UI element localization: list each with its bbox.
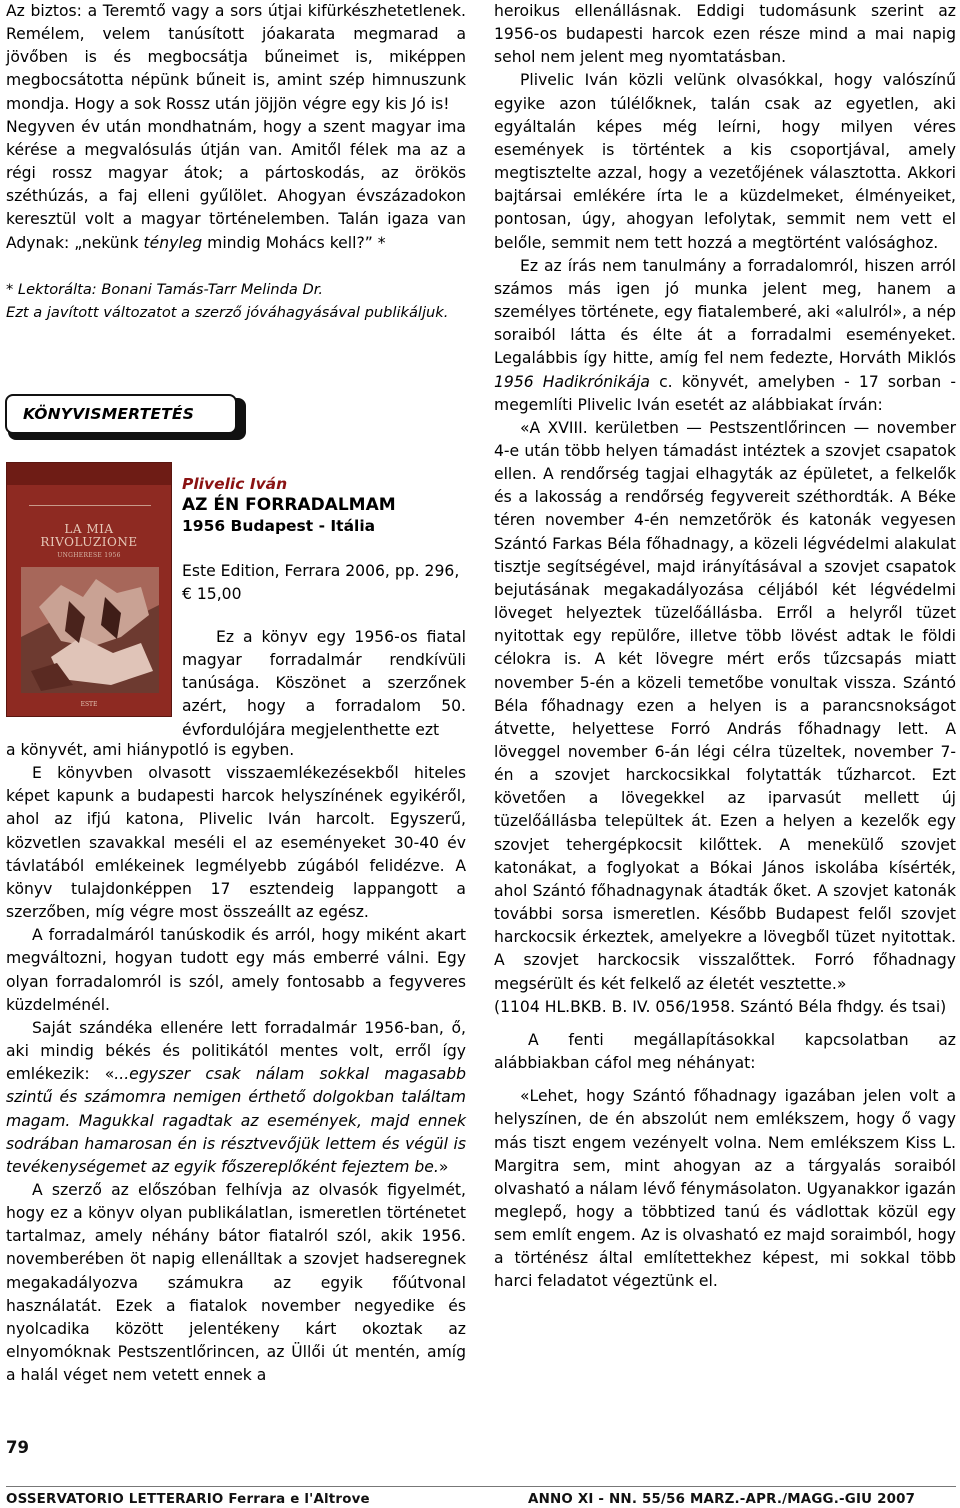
book-header <box>182 474 466 536</box>
book-title: AZ ÉN FORRADALMAM <box>182 495 396 515</box>
footer-journal-name: OSSERVATORIO LETTERARIO Ferrara e l'Altrove <box>6 1492 370 1507</box>
book-cover-image <box>6 462 172 717</box>
footer-issue-info: ANNO XI - NN. 55/56 MARZ.-APR./MAGG.-GIU 2007 <box>528 1492 916 1507</box>
section-badge-label: KÖNYVISMERTETÉS <box>5 394 237 434</box>
right-paragraph-4: «A XVIII. kerületben — Pestszentlőrincen — november 4-e után több helyen támadást intéztek a szovjet csapatok ellen. A rendőrség tagjai elhagyták az épületet, a felkelők és a lakosság a rendőrség fegyvereit széthordták. A Béke téren november 4-én nemzetőrök és katonák vegyesen Szántó Farkas Béla főhadnagy, a közeli légvédelmi alakulat tisztje segítségével, majd irányításával a szovjet csapatok bejutásának megakadályozása céljából két légvédelmi löveget helyeztek tüzelőállásba. Erről a helyről tüzet nyitottak egy repülőre, illetve több lövést adtak le földi célokra is. A két lövegre mért erős tűzcsapás miatt november 5-én a közeli temetőbe vonultak vissza. Szántó Béla főhadnagy ezen a helyen is a parancsnokságot átvette, helyettese Forró András főhadnagy lett. A löveggel november 6-án légi célra tüzeltek, november 7-én a szovjet harckocsikkal folytatták tűzharcot. Ezt követően a lövegekkel az iparvasút mellett új tüzelőállásba települtek át. Ezen a helyen a kezelők egy szovjet tehergépkocsit kilőttek. A menekülő szovjet katonákat, a foglyokat a Bókai János iskolába kísérték, ahol Szántó főhadnagynak átadták őket. A szovjet katonák további sorsa ismeretlen. Később Budapest felől szovjet harckocsik érkeztek, amelyekre a lövegből tüzet nyitottak. A szovjet harckocsik visszalőttek. Forró főhadnagy megsérült és két felkelő az életét vesztette.» <box>494 418 956 993</box>
left-lower-paragraph-3: Saját szándéka ellenére lett forradalmár 1956-ban, ő, aki mindig békés és politikától mentes volt, erről így emlékezik: «...egyszer csak nálam sokkal magasabb szintű és számomra nemigen érthető dolgokban találtam magam. Magukkal ragadtak az események, majd ennek sodrában hamarosan én is résztvevőjük lettem és végül is tevékenységemet az egyik főszereplőként fejeztem be.» <box>6 1018 466 1176</box>
right-paragraph-7: «Lehet, hogy Szántó főhadnagy igazában jelen volt a helyszínen, de én abszolút nem emlékszem, hogy ő vagy más tiszt engem vezényelt volna. Nem emlékszem Kiss L. Margitra sem, mint ahogyan az a tárgyalás soraiból olvasható a nálam lévő fénymásolaton. Ugyanakkor igazán meglepő, hogy a többtized tanú és vádlottak közül egy sem említ engem. Az is olvasható ez majd soraimból, hogy a történész által említettekhez képest, mi sokkal több harci feladatot végeztünk el. <box>494 1087 956 1291</box>
page-number: 79 <box>6 1438 29 1457</box>
right-paragraph-6: A fenti megállapításokkal kapcsolatban az alábbiakban cáfol meg néhányat: <box>494 1030 956 1073</box>
footer-divider <box>6 1486 956 1487</box>
right-paragraph-1: heroikus ellenállásnak. Eddigi tudomásunk szerint az 1956-os budapesti harcok ezen része mind a mai napig sehol nem jelent meg nyomtatásban. <box>494 2 956 67</box>
left-column-lower <box>6 739 466 1387</box>
right-column <box>494 0 956 1294</box>
right-paragraph-5: (1104 HL.BKB. B. IV. 056/1958. Szántó Béla fhdgy. és tsai) <box>494 997 947 1016</box>
editor-note: * Lektorálta: Bonani Tamás-Tarr Melinda Dr. <box>6 280 324 298</box>
left-column-top <box>6 0 466 324</box>
book-cover-title: LA MIA RIVOLUZIONE <box>40 522 138 549</box>
book-publication-info: Este Edition, Ferrara 2006, pp. 296, € 15,00 <box>182 562 460 603</box>
book-cover-publisher: ESTE <box>80 701 98 708</box>
left-lower-paragraph-2: A forradalmáról tanúskodik és arról, hogy miként akart megváltozni, hogyan tudott egy más emberré válni. Egy olyan forradalomról is szól, amely fontosabb a fegyveres küzdelménél. <box>6 926 466 1014</box>
book-subtitle: 1956 Budapest - Itália <box>182 517 376 535</box>
right-paragraph-2: Plivelic Iván közli velünk olvasókkal, hogy valószínű egyike azon túlélőknek, talán csak az egyetlen, aki egyáltalán képes még leírni, hogy milyen véres események is történtek a kis csoportjával, amely megtisztelte azzal, hogy a vezetőjének választotta. Akkori bajtársai emlékére írta le a küzdelmeket, élményeiket, pontosan, úgy, ahogyan lefolytak, semmit nem vett el belőle, semmit nem tett hozzá a megtörtént valósághoz. <box>494 71 956 252</box>
book-cover-illustration <box>21 567 159 693</box>
left-paragraph-1: Az biztos: a Teremtő vagy a sors útjai kifürkészhetetlenek. Remélem, velem tanúsított jóakarata megmarad a jövőben is és megbocsátja bűneimet is, miképpen megbocsátotta népünk bűneit is, amint szép himnuszunk mondja. Hogy a sok Rossz után jöjjön végre egy kis Jó is! <box>6 2 466 113</box>
left-paragraph-2: Negyven év után mondhatnám, hogy a szent magyar ima kérése a megvalósulás útján van. Amitől félek ma az a régi rossz magyar átok; a pártoskodás, az örökös széthúzás, a faj elleni gyűlölet. Ahogyan évszázadokon keresztül volt a magyar történelemben. Talán igaza van Adynak: „nekünk tényleg mindig Mohács kell?” * <box>6 117 466 252</box>
review-intro-end: a könyvét, ami hiánypotló is egyben. <box>6 741 295 759</box>
right-paragraph-3: Ez az írás nem tanulmány a forradalomról, hiszen arról számos más igen jó munka jelent meg, hanem a személyes története, egy fiatalemberé, aki «alulról», a nép soraiból látta és élte át a forradalmi eseményeket. Legalábbis így hitte, amíg fel nem fedezte, Horváth Miklós 1956 Hadikrónikája c. könyvét, amelyben - 17 sorban - megemlíti Plivelic Iván esetét az alábbiakat írván: <box>494 256 956 414</box>
review-intro: Ez a könyv egy 1956-os fiatal magyar forradalmár rendkívüli tanúsága. Köszönet a szerzőnek azért, hogy a forradalom 50. évfordulójára megjelenthette ezt <box>182 628 466 739</box>
left-lower-paragraph-4: A szerző az előszóban felhívja az olvasók figyelmét, hogy ez a könyv olyan publikálatlan, ismeretlen történetet tartalmaz, amely néhány bátor fiatalról szól, akik 1956. novemberében öt napig ellenálltak a szovjet hadseregnek megakadályozva számukra az egyik főútvonal használatát. Ezek a fiatalok november negyedike és nyolcadika között jelentékeny kárt okoztak az elnyomóknak Pestszentlőrincen, az Üllői út mentén, amíg a halál véget nem vetett ennek a <box>6 1180 466 1385</box>
publication-note: Ezt a javított változatot a szerző jóváhagyásával publikáljuk. <box>6 303 449 321</box>
book-author: Plivelic Iván <box>182 475 288 493</box>
book-cover-subtitle: UNGHERESE 1956 <box>57 552 121 559</box>
left-lower-paragraph-1: E könyvben olvasott visszaemlékezésekből hiteles képet kapunk a budapesti harcok helyszínének egyikéről, ahol az ifjú katona, Plivelic Iván harcolt. Egyszerű, közvetlen szavakkal meséli el az eseményeket 30-40 év távlatából emlékeinek legmélyebb zúgából felidézve. A könyv tulajdonképpen 17 esztendeig lappangott a szerzőben, míg végre most összeállt az egész. <box>6 764 466 922</box>
section-badge <box>8 398 246 440</box>
